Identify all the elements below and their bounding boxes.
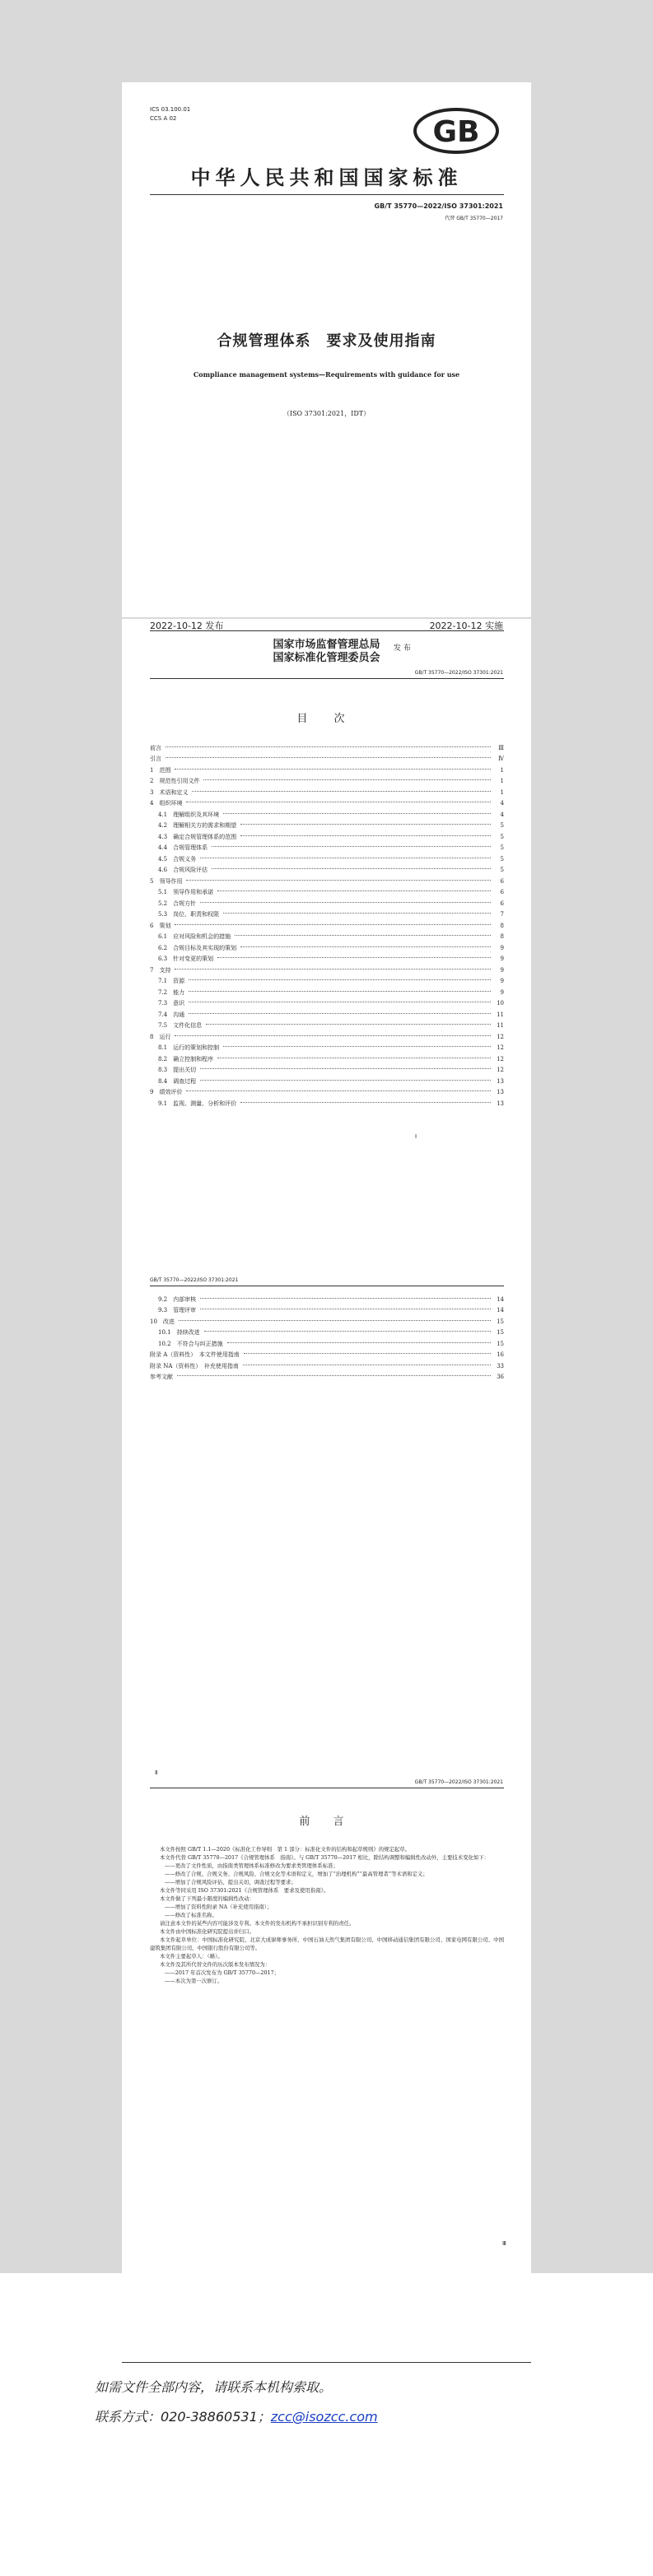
toc-entry-page: 5 — [500, 867, 504, 874]
toc-leader — [235, 935, 491, 936]
toc-entry-label: 6.3 针对变更的策划 — [158, 956, 214, 963]
toc-entry-label: 7.4 沟通 — [158, 1011, 185, 1018]
foreword-paragraph: 本文件等同采用 ISO 37301:2021《合规管理体系 要求及使用指南》。 — [160, 1887, 329, 1894]
toc-entry[interactable] — [150, 787, 504, 798]
document-title-en: Compliance management systems—Requirements with guidance for use — [193, 370, 460, 379]
toc-entry-page: 12 — [497, 1067, 504, 1074]
foreword-body — [150, 1845, 504, 1985]
toc-entry[interactable] — [150, 1338, 504, 1350]
foreword-paragraph: 本文件做了下列最小限度的编辑性改动： — [160, 1895, 255, 1902]
foreword-paragraph: 请注意本文件的某些内容可能涉及专利。本文件的发布机构不承担识别专利的责任。 — [160, 1920, 355, 1927]
toc-entry[interactable] — [150, 887, 504, 899]
toc-leader — [200, 902, 491, 903]
toc-entry[interactable] — [150, 998, 504, 1010]
toc-entry[interactable] — [150, 1065, 504, 1076]
header-standard-number: GB/T 35770—2022/ISO 37301:2021 — [414, 670, 503, 676]
toc-entry-label: 1 范围 — [150, 766, 171, 774]
toc-entry[interactable] — [150, 1316, 504, 1328]
foreword-paragraph: ——修改了标准名称。 — [165, 1912, 217, 1918]
standard-number: GB/T 35770—2022/ISO 37301:2021 — [374, 202, 503, 210]
logo-text: GB — [432, 115, 480, 149]
toc-entry-page: 6 — [500, 900, 504, 907]
toc-entry-page: 9 — [500, 988, 504, 996]
page-number: Ⅱ — [155, 1769, 158, 1776]
foreword-paragraph: 本文件及其所代替文件的历次版本发布情况为： — [160, 1961, 271, 1968]
toc-entry-page: 7 — [500, 911, 504, 918]
toc-entry-label: 3 术语和定义 — [150, 788, 189, 796]
toc-entry[interactable] — [150, 809, 504, 821]
toc-leader — [175, 924, 491, 925]
toc-leader — [189, 979, 491, 980]
toc-entry[interactable] — [150, 1009, 504, 1021]
toc-entry-label: 引言 — [150, 756, 161, 763]
toc-entry-page: 15 — [497, 1340, 504, 1347]
toc-leader — [244, 1353, 491, 1354]
toc-leader — [240, 835, 491, 836]
toc-leader — [186, 880, 491, 881]
toc-entry-page: 10 — [497, 1000, 504, 1007]
toc-entry-label: 8.1 运行的策划和控制 — [158, 1044, 220, 1052]
implement-date: 2022-10-12 实施 — [429, 621, 503, 631]
toc-leader — [175, 1035, 491, 1036]
toc-entry-label: 8.3 提出关切 — [158, 1067, 197, 1074]
toc-entry-page: 8 — [500, 933, 504, 941]
toc-entry-page: 14 — [497, 1307, 504, 1314]
foreword-paragraph: 本文件按照 GB/T 1.1—2020《标准化工作导则 第 1 部分：标准化文件的结构和起草规则》的规定起草。 — [160, 1846, 411, 1853]
toc-entry-page: 11 — [497, 1022, 504, 1030]
toc-entry-label: 2 规范性引用文件 — [150, 778, 200, 785]
toc-entry-page: 13 — [497, 1089, 504, 1096]
toc-leader — [175, 769, 491, 770]
toc-entry-label: 10.2 不符合与纠正措施 — [158, 1340, 223, 1347]
toc-entry-page: 6 — [500, 889, 504, 896]
publish-date: 2022-10-12 发布 — [150, 621, 224, 631]
toc-entry-page: 4 — [500, 800, 504, 807]
toc-entry-label: 7.5 文件化信息 — [158, 1022, 203, 1030]
toc-entry-page: 16 — [497, 1351, 504, 1359]
iso-equivalence: （ISO 37301:2021，IDT） — [282, 410, 371, 417]
divider — [150, 194, 504, 195]
toc-entry[interactable] — [150, 1087, 504, 1099]
toc-entry[interactable] — [150, 742, 504, 754]
toc-entry-page: 9 — [500, 944, 504, 951]
toc-entry-page: 1 — [500, 788, 504, 796]
toc-entry-page: 13 — [497, 1077, 504, 1085]
toc-entry[interactable] — [150, 932, 504, 943]
toc-leader — [240, 824, 491, 825]
toc-entry-label: 10.1 持续改进 — [158, 1329, 200, 1337]
toc-entry-label: 4 组织环境 — [150, 800, 183, 807]
toc-entry[interactable] — [150, 1031, 504, 1043]
foreword-paragraph: 本文件由中国标准化研究院提出并归口。 — [160, 1928, 255, 1935]
toc-entry[interactable] — [150, 1360, 504, 1372]
toc-entry[interactable] — [150, 831, 504, 843]
divider — [150, 678, 504, 679]
toc-leader — [223, 913, 491, 914]
toc-entry-label: 参考文献 — [150, 1374, 173, 1381]
toc-entry-label: 6.2 合规目标及其实现的策划 — [158, 944, 237, 951]
toc-leader — [206, 1024, 491, 1025]
toc-entry-page: 5 — [500, 855, 504, 863]
foreword-paragraph: 本文件主要起草人：（略）。 — [160, 1953, 223, 1960]
toc-leader — [227, 1342, 491, 1343]
toc-entry[interactable] — [150, 754, 504, 765]
foreword-paragraph: ——增加了合规风险评估、提出关切、调查过程等要求； — [165, 1879, 296, 1886]
toc-leader — [200, 1298, 491, 1299]
toc-entry-label: 7.1 资源 — [158, 978, 185, 985]
toc-entry-page: 33 — [497, 1362, 504, 1369]
header-standard-number: GB/T 35770—2022/ISO 37301:2021 — [414, 1779, 503, 1785]
toc-entry-page: 12 — [497, 1033, 504, 1040]
toc-entry[interactable] — [150, 1043, 504, 1054]
toc-entry-label: 8.2 确立控制和程序 — [158, 1055, 214, 1062]
toc-title: 目 次 — [296, 713, 357, 725]
foreword-page — [122, 1779, 531, 2273]
toc-leader — [223, 1046, 491, 1047]
toc-entry-label: 9.3 管理评审 — [158, 1307, 197, 1314]
foreword-paragraph: ——增加了资料性附录 NA（补充使用指南）； — [165, 1904, 273, 1910]
toc-entry[interactable] — [150, 1372, 504, 1383]
toc-entry[interactable] — [150, 954, 504, 965]
toc-leader — [179, 1320, 491, 1321]
toc-entry-label: 附录 NA（资料性） 补充使用指南 — [150, 1362, 239, 1369]
toc-entry-page: Ⅳ — [498, 756, 504, 763]
foreword-paragraph: ——本次为第一次修订。 — [165, 1978, 223, 1984]
toc-leader — [186, 1090, 491, 1091]
toc-leader — [200, 1068, 491, 1069]
toc-leader — [200, 1080, 491, 1081]
toc-leader — [217, 890, 491, 891]
foreword-paragraph: ——修改了合规、合规义务、合规风险、合规文化等术语和定义，增加了“治理机构”“最高管理者”等术语和定义； — [165, 1871, 428, 1877]
toc-entry[interactable] — [150, 898, 504, 909]
toc-entry[interactable] — [150, 1350, 504, 1361]
toc-entry-label: 6 策划 — [150, 922, 171, 929]
toc-entry-label: 8.4 调查过程 — [158, 1077, 197, 1085]
toc-entry[interactable] — [150, 776, 504, 788]
toc-entry[interactable] — [150, 765, 504, 776]
toc-entry[interactable] — [150, 920, 504, 932]
toc-entry-label: 10 改进 — [150, 1318, 175, 1325]
standard-name: 中华人民共和国国家标准 — [190, 165, 463, 189]
toc-entry-label: 5 领导作用 — [150, 877, 183, 885]
issuer-1: 国家市场监督管理总局 — [273, 639, 380, 651]
toc-entry-label: 前言 — [150, 744, 161, 751]
header-standard-number: GB/T 35770—2022/ISO 37301:2021 — [150, 1277, 239, 1283]
divider — [122, 2362, 531, 2363]
toc-entry[interactable] — [150, 798, 504, 810]
divider — [150, 630, 504, 631]
toc-entry-page: 5 — [500, 844, 504, 852]
toc-entry-label: 附录 A（资料性） 本文件使用指南 — [150, 1351, 240, 1359]
toc-entry[interactable] — [150, 1098, 504, 1109]
foreword-paragraph: 本文件起草单位：中国标准化研究院、北京大成律师事务所、中国石油天然气集团有限公司、中国移动通信集团有限公司、国家电网有限公司、中国建筑集团有限公司、中国银行股份有限公司等。 — [150, 1937, 504, 1951]
contact-phone: 联系方式：020-38860531； — [95, 2409, 271, 2425]
toc-entry-page: 5 — [500, 833, 504, 840]
toc-leader — [212, 846, 491, 847]
toc-entry-label: 9 绩效评价 — [150, 1089, 183, 1096]
toc-entry[interactable] — [150, 1305, 504, 1317]
gb-logo-icon — [412, 107, 501, 155]
toc-leader — [217, 957, 491, 958]
toc-entry-label: 5.3 岗位、职责和权限 — [158, 911, 220, 918]
toc-entry-page: 13 — [497, 1100, 504, 1107]
toc-entry-label: 4.2 理解相关方的需求和期望 — [158, 822, 237, 830]
toc-entry-label: 6.1 应对风险和机会的措施 — [158, 933, 231, 941]
foreword-paragraph: ——更改了文件性质，由指南类管理体系标准修改为要求类管理体系标准； — [165, 1862, 338, 1869]
toc-entry[interactable] — [150, 987, 504, 998]
replaces-note: 代替 GB/T 35770—2017 — [445, 216, 503, 221]
toc-entry-label: 4.1 理解组织及其环境 — [158, 811, 220, 818]
ics-code: ICS 03.100.01 — [150, 106, 191, 113]
toc-entry[interactable] — [150, 865, 504, 876]
toc-leader — [177, 1375, 491, 1376]
issuer-2: 国家标准化管理委员会 — [273, 652, 380, 664]
toc-entry-page: Ⅲ — [498, 744, 504, 751]
toc-page-1 — [122, 619, 531, 1277]
toc-entry[interactable] — [150, 1076, 504, 1087]
toc-entry-label: 4.3 确定合规管理体系的范围 — [158, 833, 237, 840]
toc-entry[interactable] — [150, 1053, 504, 1065]
issued-label: 发 布 — [394, 644, 411, 653]
toc-leader — [189, 991, 491, 992]
toc-entry[interactable] — [150, 965, 504, 976]
toc-entry-label: 4.4 合规管理体系 — [158, 844, 208, 852]
toc-entry-label: 4.6 合规风险评估 — [158, 867, 208, 874]
toc-entry-page: 9 — [500, 966, 504, 974]
toc-entry[interactable] — [150, 843, 504, 854]
toc-entry[interactable] — [150, 821, 504, 832]
page-number: Ⅰ — [415, 1133, 417, 1140]
contact-email-link[interactable]: zcc@isozcc.com — [270, 2409, 378, 2425]
toc-entry-page: 8 — [500, 922, 504, 929]
toc-entry[interactable] — [150, 942, 504, 954]
foreword-title: 前 言 — [299, 1816, 354, 1828]
contact-footer — [0, 2273, 653, 2576]
toc-entry-page: 12 — [497, 1044, 504, 1052]
toc-entry[interactable] — [150, 853, 504, 865]
toc-leader — [240, 1102, 491, 1103]
toc-entry-label: 5.1 领导作用和承诺 — [158, 889, 214, 896]
toc-entry-label: 7.2 能力 — [158, 988, 185, 996]
toc-entry-page: 4 — [500, 811, 504, 818]
toc-list — [150, 742, 504, 1109]
document-title: 合规管理体系 要求及使用指南 — [217, 332, 436, 350]
toc-entry-page: 11 — [497, 1011, 504, 1018]
toc-leader — [203, 779, 491, 780]
toc-leader — [189, 1013, 491, 1014]
toc-leader — [223, 813, 491, 814]
toc-entry[interactable] — [150, 909, 504, 921]
toc-leader — [212, 868, 491, 869]
toc-entry-label: 7 支持 — [150, 966, 171, 974]
toc-entry[interactable] — [150, 1328, 504, 1339]
toc-entry-page: 15 — [497, 1329, 504, 1337]
toc-entry-page: 14 — [497, 1295, 504, 1303]
contact-info — [95, 2406, 378, 2425]
toc-page-2 — [122, 1277, 531, 1779]
toc-entry-page: 12 — [497, 1055, 504, 1062]
toc-entry-page: 5 — [500, 822, 504, 830]
toc-leader — [204, 1331, 491, 1332]
toc-entry-label: 5.2 合规方针 — [158, 900, 197, 907]
toc-entry[interactable] — [150, 976, 504, 988]
toc-list — [150, 1294, 504, 1383]
ccs-code: CCS A 02 — [150, 115, 177, 122]
page-number: Ⅲ — [502, 2240, 506, 2247]
toc-entry-page: 9 — [500, 956, 504, 963]
toc-entry-label: 8 运行 — [150, 1033, 171, 1040]
toc-entry-page: 1 — [500, 778, 504, 785]
classification-codes — [150, 105, 190, 123]
toc-entry[interactable] — [150, 1294, 504, 1305]
toc-leader — [166, 746, 491, 747]
toc-leader — [166, 757, 491, 758]
toc-entry-page: 9 — [500, 978, 504, 985]
toc-entry-label: 4.5 合规义务 — [158, 855, 197, 863]
toc-leader — [240, 946, 491, 947]
toc-entry[interactable] — [150, 876, 504, 887]
toc-entry-page: 36 — [497, 1374, 504, 1381]
toc-entry-page: 6 — [500, 877, 504, 885]
toc-entry-page: 15 — [497, 1318, 504, 1325]
toc-entry-label: 9.2 内部审核 — [158, 1295, 197, 1303]
toc-entry-label: 9.1 监视、测量、分析和评价 — [158, 1100, 237, 1107]
contact-note: 如需文件全部内容，请联系本机构索取。 — [95, 2379, 333, 2395]
toc-entry[interactable] — [150, 1021, 504, 1032]
cover-page — [122, 82, 531, 617]
toc-leader — [192, 791, 491, 792]
toc-entry-label: 7.3 意识 — [158, 1000, 185, 1007]
foreword-paragraph: ——2017 年首次发布为 GB/T 35770—2017； — [165, 1969, 280, 1976]
toc-entry-page: 1 — [500, 766, 504, 774]
foreword-paragraph: 本文件代替 GB/T 35770—2017《合规管理体系 指南》。与 GB/T 35770—2017 相比，除结构调整和编辑性改动外，主要技术变化如下： — [160, 1854, 490, 1861]
